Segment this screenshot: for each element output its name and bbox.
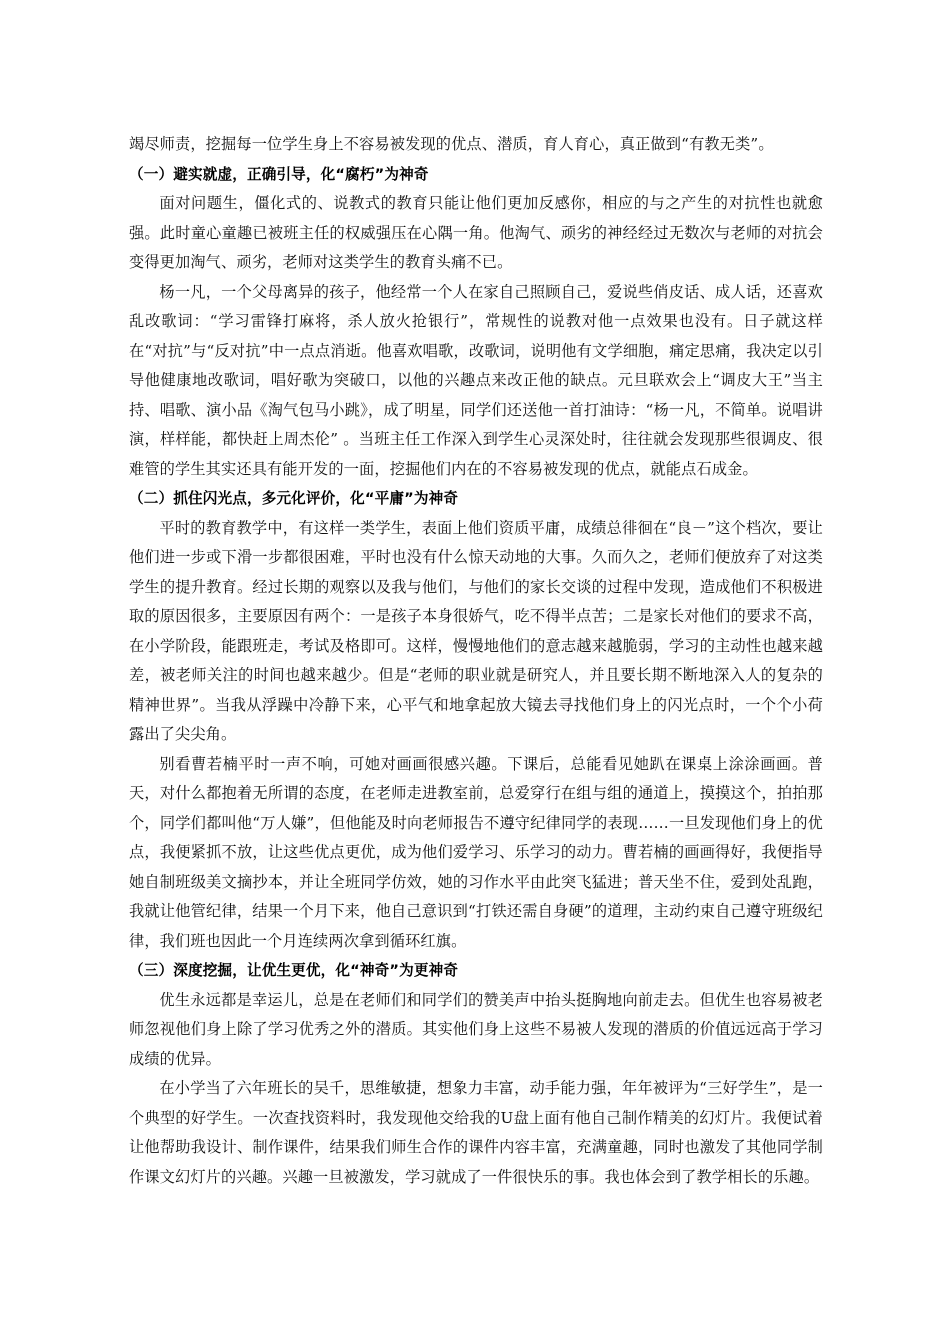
- document-body: [129, 130, 823, 1192]
- paragraph: 别看曹若楠平时一声不响，可她对画画很感兴趣。下课后，总能看见她趴在课桌上涂涂画画。普天，对什么都抱着无所谓的态度，在老师走进教室前，总爱穿行在组与组的通道上，摸摸这个，拍拍那个，同学们都叫他“万人嫌”，但他能及时向老师报告不遵守纪律同学的表现……一旦发现他们身上的优点，我便紧抓不放，让这些优点更优，成为他们爱学习、乐学习的动力。曹若楠的画画得好，我便指导她自制班级美文摘抄本，并让全班同学仿效，她的习作水平由此突飞猛进；普天坐不住，爱到处乱跑，我就让他管纪律，结果一个月下来，他自己意识到“打铁还需自身硬”的道理，主动约束自己遵守班级纪律，我们班也因此一个月连续两次拿到循环红旗。: [129, 754, 823, 950]
- paragraph: 杨一凡，一个父母离异的孩子，他经常一个人在家自己照顾自己，爱说些俏皮话、成人话，还喜欢乱改歌词：“学习雷锋打麻将，杀人放火抢银行”，常规性的说教对他一点效果也没有。日子就这样在“对抗”与“反对抗”中一点点消逝。他喜欢唱歌，改歌词，说明他有文学细胞，痛定思痛，我决定以引导他健康地改歌词，唱好歌为突破口，以他的兴趣点来改正他的缺点。元旦联欢会上“调皮大王”当主持、唱歌、演小品《淘气包马小跳》，成了明星，同学们还送他一首打油诗：“杨一凡，不简单。说唱讲演，样样能，都快赶上周杰伦” 。当班主任工作深入到学生心灵深处时，往往就会发现那些很调皮、很难管的学生其实还具有能开发的一面，挖掘他们内在的不容易被发现的优点，就能点石成金。: [129, 282, 823, 478]
- section-heading-2: （二）抓住闪光点，多元化评价，化“平庸”为神奇: [129, 490, 459, 507]
- paragraph: 平时的教育教学中，有这样一类学生，表面上他们资质平庸，成绩总徘徊在“良－”这个档次，要让他们进一步或下滑一步都很困难，平时也没有什么惊天动地的大事。久而久之，老师们便放弃了对这类学生的提升教育。经过长期的观察以及我与他们，与他们的家长交谈的过程中发现，造成他们不积极进取的原因很多，主要原因有两个：一是孩子本身很娇气，吃不得半点苦；二是家长对他们的要求不高，在小学阶段，能跟班走，考试及格即可。这样，慢慢地他们的意志越来越脆弱，学习的主动性也越来越差，被老师关注的时间也越来越少。但是“老师的职业就是研究人，并且要长期不断地深入人的复杂的精神世界”。当我从浮躁中冷静下来，心平气和地拿起放大镜去寻找他们身上的闪光点时，一个个小荷露出了尖尖角。: [129, 518, 823, 743]
- section-heading-1: （一）避实就虚，正确引导，化“腐朽”为神奇: [129, 165, 429, 183]
- paragraph-continuation: 竭尽师责，挖掘每一位学生身上不容易被发现的优点、潜质，育人育心，真正做到“有教无类”。: [129, 135, 774, 153]
- section-heading-3: （三）深度挖掘，让优生更优，化“神奇”为更神奇: [129, 962, 459, 979]
- paragraph: 在小学当了六年班长的吴千，思维敏捷，想象力丰富，动手能力强，年年被评为“三好学生”，是一个典型的好学生。一次查找资料时，我发现他交给我的U盘上面有他自己制作精美的幻灯片。我便试着让他帮助我设计、制作课件，结果我们师生合作的课件内容丰富，充满童趣，同时也激发了其他同学制作课文幻灯片的兴趣。兴趣一旦被激发，学习就成了一件很快乐的事。我也体会到了教学相长的乐趣。: [129, 1079, 823, 1186]
- paragraph: 优生永远都是幸运儿，总是在老师们和同学们的赞美声中抬头挺胸地向前走去。但优生也容易被老师忽视他们身上除了学习优秀之外的潜质。其实他们身上这些不易被人发现的潜质的价值远远高于学习成绩的优异。: [129, 990, 823, 1068]
- paragraph: 面对问题生，僵化式的、说教式的教育只能让他们更加反感你，相应的与之产生的对抗性也就愈强。此时童心童趣已被班主任的权威强压在心隅一角。他淘气、顽劣的神经经过无数次与老师的对抗会变得更加淘气、顽劣，老师对这类学生的教育头痛不已。: [129, 194, 823, 271]
